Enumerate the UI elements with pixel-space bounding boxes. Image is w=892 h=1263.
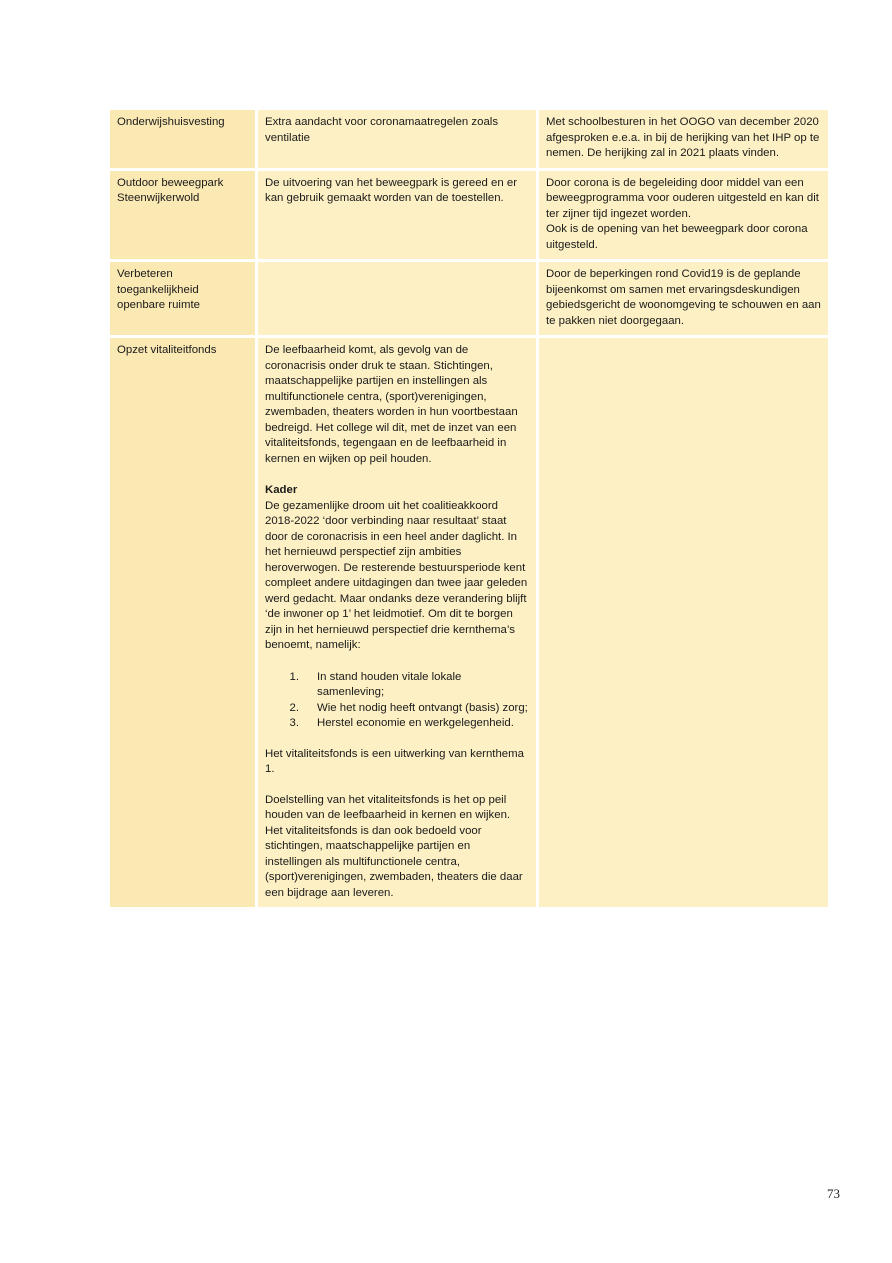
- list-number: 3.: [289, 717, 299, 729]
- list-number: 2.: [289, 701, 299, 714]
- goal-text: Doelstelling van het vitaliteitsfonds is het op peil houden van de leefbaarheid in kernen en wijken. Het vitaliteitsfonds is dan ook bedoeld voor stichtingen, maatschappelijke partijen en instellingen als multifunctionele centra, (sport)verenigingen, zwembaden, theaters die daar een bijdrage aan leveren.: [265, 793, 523, 899]
- topic-cell: [110, 171, 255, 260]
- kader-heading: Kader: [265, 484, 298, 496]
- list-number: 1.: [289, 670, 299, 683]
- status-cell: [539, 171, 828, 260]
- measures-table: [110, 110, 828, 907]
- list-item-text: Herstel economie en werkgelegenheid.: [317, 717, 514, 729]
- status-cell: [539, 338, 828, 907]
- list-item: [265, 670, 529, 701]
- elaboration-text: Het vitaliteitsfonds is een uitwerking van kernthema 1.: [265, 747, 524, 775]
- topic-cell: [110, 338, 255, 907]
- measure-cell: [258, 110, 536, 168]
- topic-text: Opzet vitaliteitfonds: [117, 344, 217, 356]
- list-item-text: In stand houden vitale lokale samenleving;: [317, 670, 462, 698]
- topic-text: Outdoor beweegpark Steenwijkerwold: [117, 176, 224, 204]
- measure-text: De uitvoering van het beweegpark is gereed en er kan gebruik gemaakt worden van de toestellen.: [265, 176, 518, 204]
- topic-cell: [110, 110, 255, 168]
- status-text: Door corona is de begeleiding door middel van een beweegprogramma voor ouderen uitgesteld en kan dit ter zijner tijd ingezet worden.: [546, 176, 819, 220]
- status-text: Ook is de opening van het beweegpark door corona uitgesteld.: [546, 223, 808, 251]
- kader-text: De gezamenlijke droom uit het coalitieakkoord 2018-2022 ‘door verbinding naar resultaat’ staat door de coronacrisis in een heel ander daglicht. In het hernieuwd perspectief zijn ambities heroverwogen. De resterende bestuursperiode kent compleet andere uitdagingen dan twee jaar geleden werd gedacht. Maar ondanks deze verandering blijft ‘de inwoner op 1’ het leidmotief. Om dit te borgen zijn in het hernieuwd perspectief drie kernthema’s benoemt, namelijk:: [265, 499, 528, 651]
- status-text: Met schoolbesturen in het OOGO van december 2020 afgesproken e.e.a. in bij de herijking van het IHP op te nemen. De herijking zal in 2021 plaats vinden.: [546, 116, 820, 159]
- page-number: 73: [827, 1186, 840, 1201]
- status-text: Door de beperkingen rond Covid19 is de geplande bijeenkomst om samen met ervaringsdeskundigen gebiedsgericht de woonomgeving te schouwen en aan te pakken niet doorgegaan.: [546, 268, 821, 327]
- topic-text: Verbeteren toegankelijkheid openbare ruimte: [117, 268, 200, 311]
- topic-text: Onderwijshuisvesting: [117, 116, 225, 128]
- measure-cell: [258, 338, 536, 907]
- list-item-text: Wie het nodig heeft ontvangt (basis) zorg;: [317, 701, 528, 714]
- measure-intro: De leefbaarheid komt, als gevolg van de coronacrisis onder druk te staan. Stichtingen, maatschappelijke partijen en instellingen als multifunctionele centra, (sport)verenigingen, zwembaden, theaters worden in hun voortbestaan bedreigd. Het college wil dit, met de inzet van een vitaliteitsfonds, tegengaan en de leefbaarheid in kernen en wijken op peil houden.: [265, 344, 518, 465]
- kernthema-list: [265, 670, 529, 732]
- measure-cell: [258, 262, 536, 335]
- topic-cell: [110, 262, 255, 335]
- measure-cell: [258, 171, 536, 260]
- status-cell: [539, 110, 828, 168]
- status-cell: [539, 262, 828, 335]
- list-item: [265, 701, 529, 717]
- list-item: [265, 716, 529, 732]
- measure-text: Extra aandacht voor coronamaatregelen zoals ventilatie: [265, 116, 499, 144]
